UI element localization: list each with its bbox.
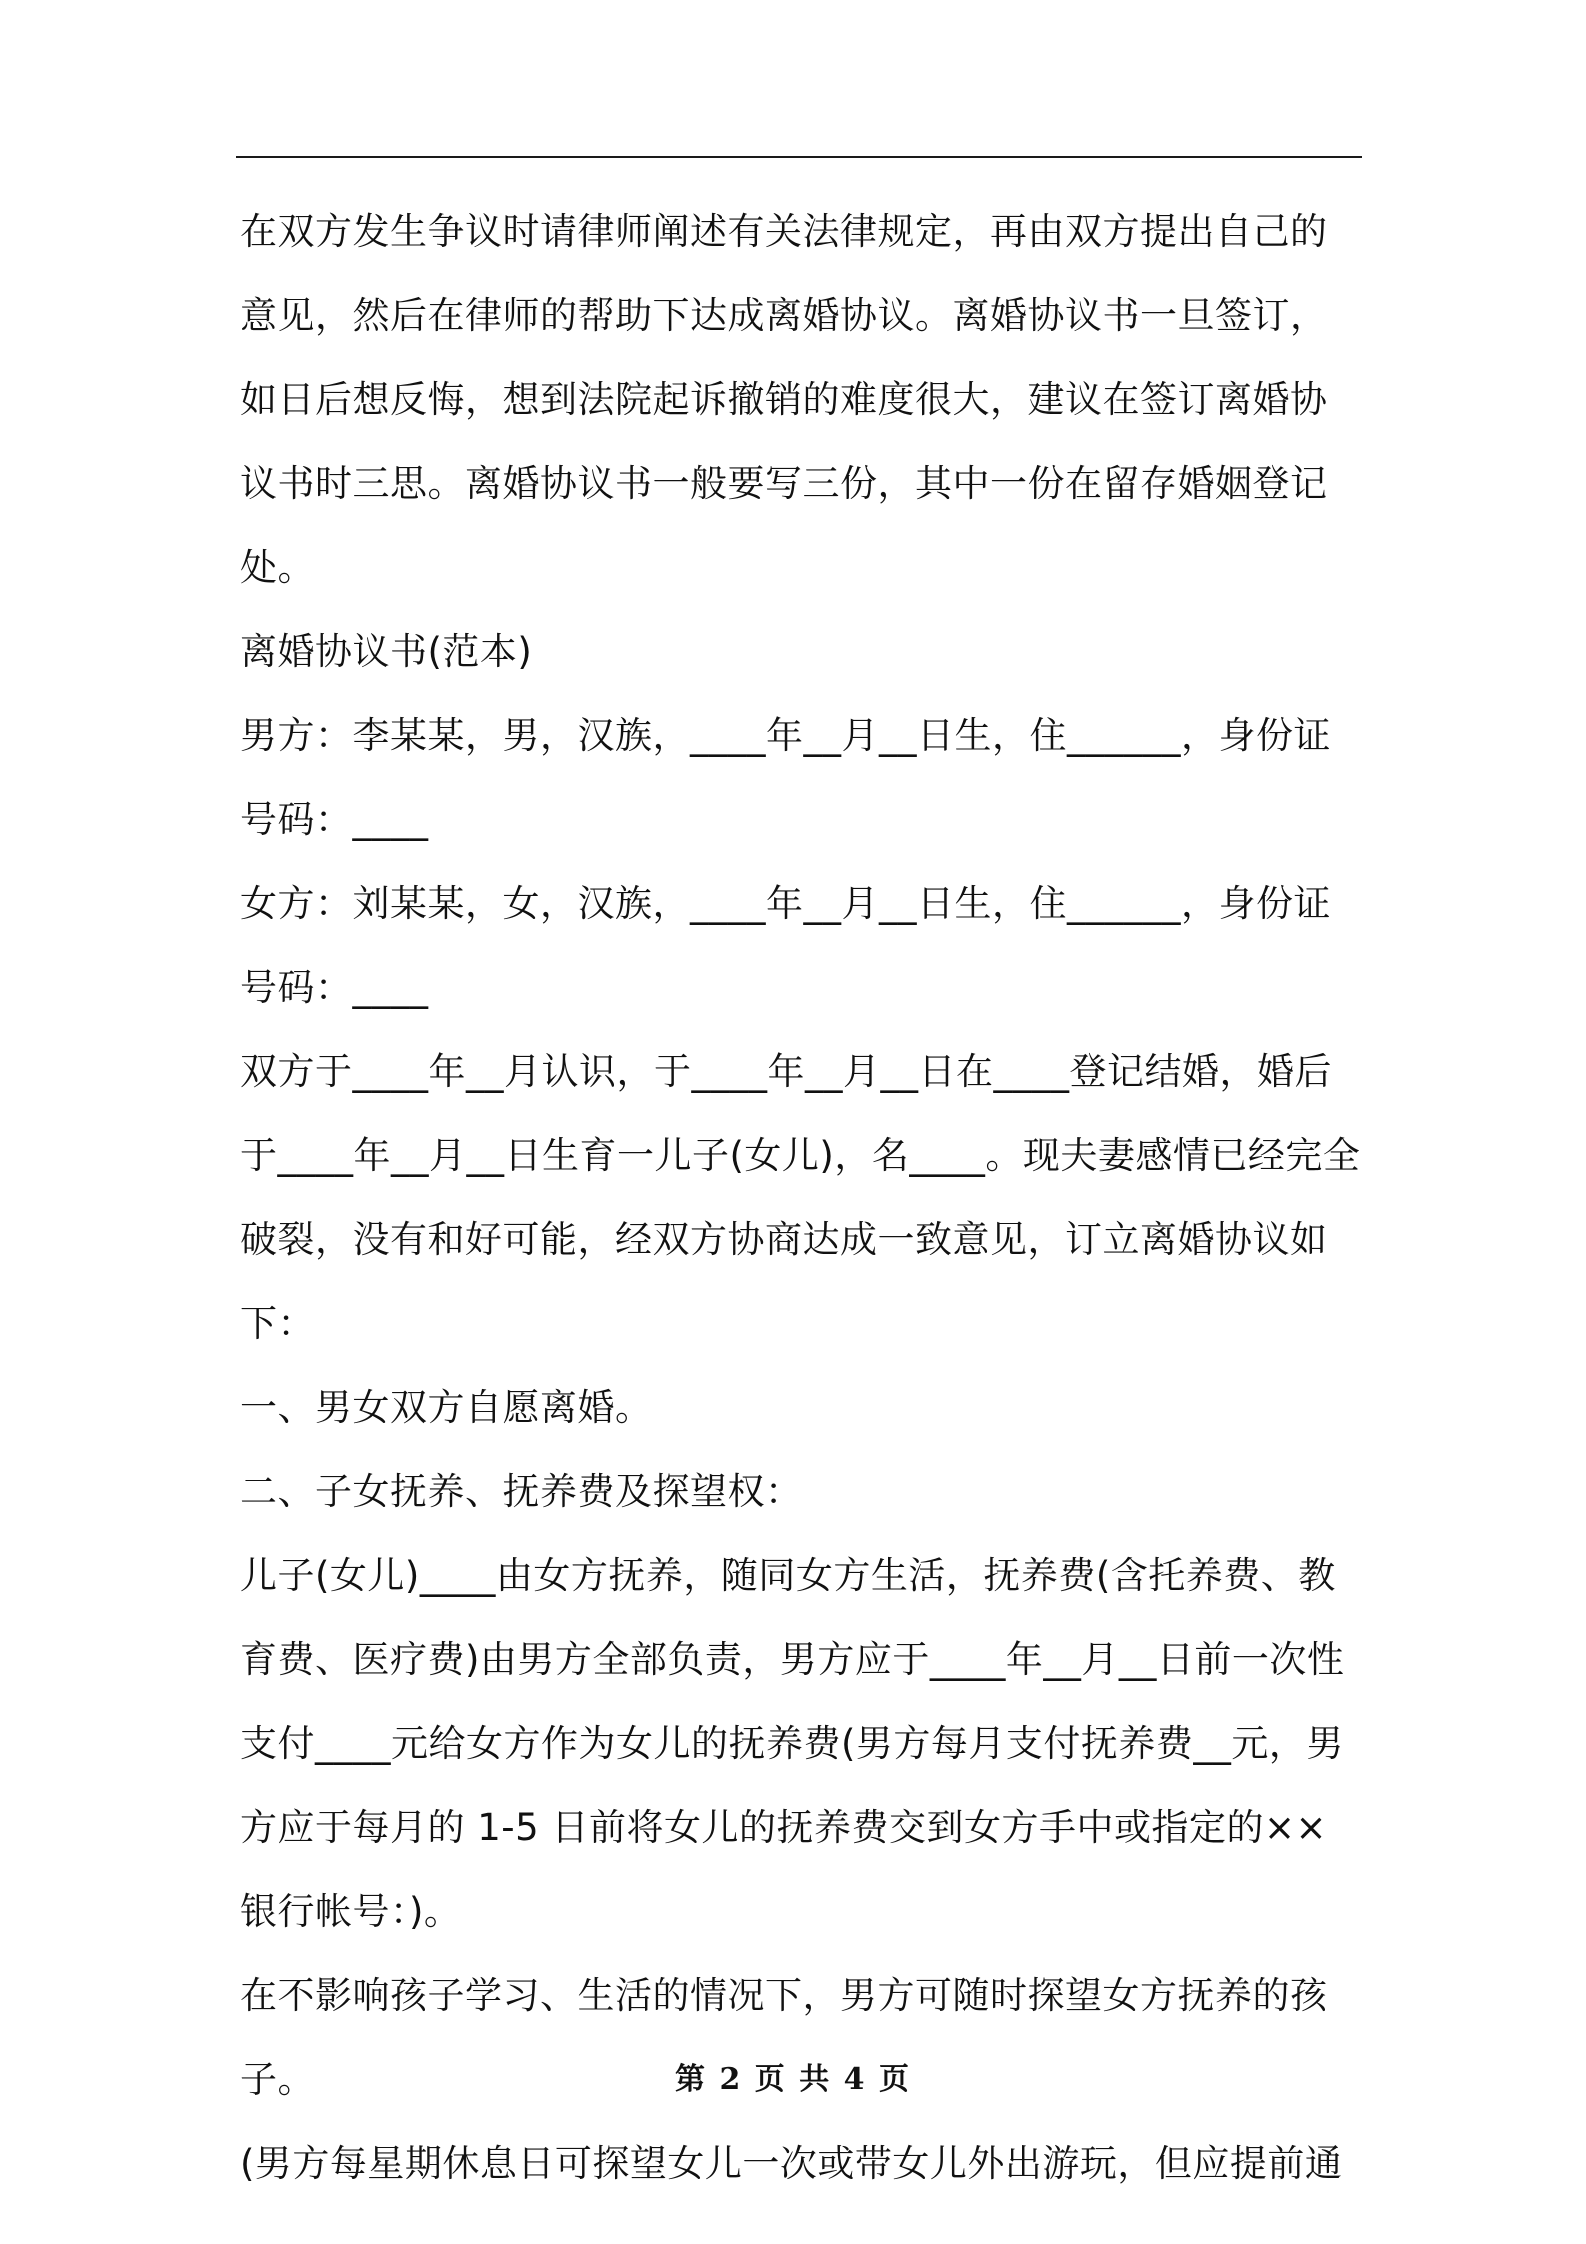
paragraph-female-party: 女方：刘某某，女，汉族，____年__月__日生，住______，身份证号码：____ xyxy=(240,882,1331,1009)
paragraph-visitation: 在不影响孩子学习、生活的情况下，男方可随时探望女方抚养的孩子。 xyxy=(240,1974,1328,2101)
paragraph-male-party: 男方：李某某，男，汉族，____年__月__日生，住______，身份证号码：____ xyxy=(240,714,1331,841)
header-divider xyxy=(236,156,1362,158)
paragraph-visitation-detail: (男方每星期休息日可探望女儿一次或带女儿外出游玩，但应提前通 xyxy=(240,2142,1343,2185)
clause-2-heading: 二、子女抚养、抚养费及探望权： xyxy=(240,1470,803,1513)
paragraph-intro: 在双方发生争议时请律师阐述有关法律规定，再由双方提出自己的意见，然后在律师的帮助下达成离婚协议。离婚协议书一旦签订，如日后想反悔，想到法院起诉撤销的难度很大，建议在签订离婚协议书时三思。离婚协议书一般要写三份，其中一份在留存婚姻登记处。 xyxy=(240,210,1328,589)
agreement-title: 离婚协议书(范本) xyxy=(240,630,533,673)
paragraph-child-support: 儿子(女儿)____由女方抚养，随同女方生活，抚养费(含托养费、教育费、医疗费)由男方全部负责，男方应于____年__月__日前一次性支付____元给女方作为女儿的抚养费(男方每月支付抚养费__元，男方应于每月的 1-5 日前将女儿的抚养费交到女方手中或指定的××银行帐号：)。 xyxy=(240,1554,1345,1933)
document-body xyxy=(240,190,1362,2206)
page-number-footer: 第 2 页 共 4 页 xyxy=(675,2062,911,2097)
clause-1: 一、男女双方自愿离婚。 xyxy=(240,1386,653,1429)
paragraph-marriage-info: 双方于____年__月认识，于____年__月__日在____登记结婚，婚后于____年__月__日生育一儿子(女儿)，名____。现夫妻感情已经完全破裂，没有和好可能，经双方协商达成一致意见，订立离婚协议如下： xyxy=(240,1050,1361,1345)
